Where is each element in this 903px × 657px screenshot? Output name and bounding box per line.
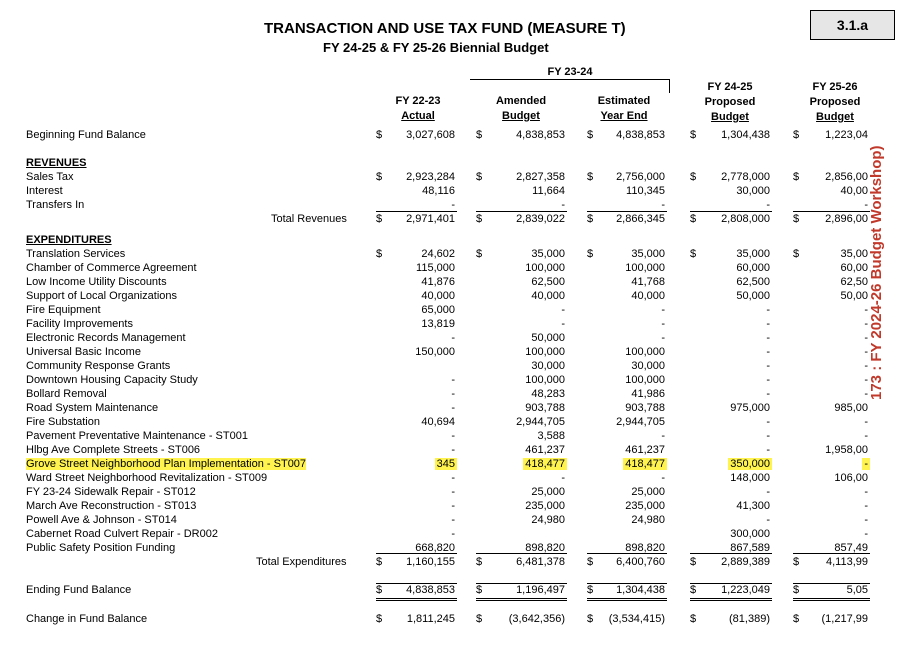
row-label: Fire Equipment: [26, 304, 101, 316]
dollar-sign: $: [690, 556, 697, 568]
value-cell: -: [561, 199, 565, 211]
row-label: Grove Street Neighborhood Plan Implementation - ST007: [26, 458, 307, 470]
value-cell: 345: [436, 458, 455, 470]
value-cell: 903,788: [625, 402, 665, 414]
value-cell: -: [661, 430, 665, 442]
dollar-sign: $: [690, 613, 697, 625]
row-label: Hlbg Ave Complete Streets - ST006: [26, 444, 201, 456]
value-cell: 2,971,401: [406, 213, 455, 225]
dollar-sign: $: [587, 584, 594, 596]
dollar-sign: $: [793, 556, 800, 568]
value-cell: 6,481,378: [516, 556, 565, 568]
row-label: Cabernet Road Culvert Repair - DR002: [26, 528, 218, 540]
row-label-change: Change in Fund Balance: [26, 613, 148, 625]
row-label-beginning: Beginning Fund Balance: [26, 129, 146, 141]
value-cell: 60,00: [840, 262, 868, 274]
subtotal-line: [587, 211, 667, 212]
value-cell: 100,000: [525, 346, 565, 358]
section-expenditures: EXPENDITURES: [26, 234, 112, 246]
value-cell: 48,283: [531, 388, 565, 400]
dollar-sign: $: [690, 248, 697, 260]
dollar-sign: $: [376, 556, 383, 568]
value-cell: -: [766, 374, 770, 386]
value-cell: -: [864, 346, 868, 358]
value-cell: 3,588: [537, 430, 565, 442]
row-label: Fire Substation: [26, 416, 100, 428]
value-cell: -: [864, 458, 868, 470]
dollar-sign: $: [587, 129, 594, 141]
col-header-fy2526: FY 25-26 Proposed Budget: [809, 81, 861, 123]
value-cell: -: [864, 332, 868, 344]
value-cell: 235,000: [525, 500, 565, 512]
row-label: Universal Basic Income: [26, 346, 141, 358]
value-cell: 975,000: [730, 402, 770, 414]
dollar-sign: $: [376, 248, 383, 260]
value-cell: -: [451, 514, 455, 526]
row-label: Community Response Grants: [26, 360, 171, 372]
value-cell: 40,694: [421, 416, 455, 428]
value-cell: -: [661, 304, 665, 316]
value-cell: 25,000: [631, 486, 665, 498]
value-cell: 898,820: [525, 542, 565, 554]
value-cell: 857,49: [834, 542, 868, 554]
value-cell: -: [451, 374, 455, 386]
double-underline: [476, 598, 567, 601]
value-cell: 40,00: [840, 185, 868, 197]
value-cell: -: [864, 360, 868, 372]
dollar-sign: $: [476, 613, 483, 625]
value-cell: 2,896,00: [825, 213, 868, 225]
page-subtitle: FY 24-25 & FY 25-26 Biennial Budget: [323, 40, 549, 55]
value-cell: 2,944,705: [516, 416, 565, 428]
value-cell: -: [561, 304, 565, 316]
value-cell: -: [561, 318, 565, 330]
subtotal-line: [376, 211, 457, 212]
value-cell: -: [766, 199, 770, 211]
value-cell: -: [766, 514, 770, 526]
row-label: Translation Services: [26, 248, 126, 260]
value-cell: -: [451, 486, 455, 498]
value-cell: 25,000: [531, 486, 565, 498]
value-cell: 867,589: [730, 542, 770, 554]
subtotal-line: [587, 553, 667, 554]
row-label: Facility Improvements: [26, 318, 133, 330]
row-label: Interest: [26, 185, 63, 197]
value-cell: 2,866,345: [616, 213, 665, 225]
value-cell: 1,196,497: [516, 584, 565, 596]
dollar-sign: $: [376, 171, 383, 183]
attachment-badge: 3.1.a: [810, 10, 895, 40]
value-cell: 62,500: [736, 276, 770, 288]
value-cell: 11,664: [532, 185, 565, 197]
value-cell: 41,986: [631, 388, 665, 400]
value-cell: 1,811,245: [406, 613, 455, 625]
row-label: Ward Street Neighborhood Revitalization - ST009: [26, 472, 268, 484]
row-label: Low Income Utility Discounts: [26, 276, 167, 288]
value-cell: (1,217,99: [821, 613, 868, 625]
value-cell: 903,788: [525, 402, 565, 414]
subtotal-line: [690, 553, 772, 554]
value-cell: -: [766, 416, 770, 428]
value-cell: 985,00: [834, 402, 868, 414]
value-cell: 62,50: [840, 276, 868, 288]
value-cell: 40,000: [421, 290, 455, 302]
value-cell: -: [451, 528, 455, 540]
group-header: FY 23-24: [547, 66, 593, 78]
value-cell: 1,160,155: [406, 556, 455, 568]
value-cell: -: [864, 416, 868, 428]
value-cell: 150,000: [415, 346, 455, 358]
value-cell: 13,819: [421, 318, 455, 330]
value-cell: 4,838,853: [616, 129, 665, 141]
row-label: Support of Local Organizations: [26, 290, 178, 302]
dollar-sign: $: [587, 613, 594, 625]
value-cell: -: [864, 388, 868, 400]
value-cell: -: [661, 332, 665, 344]
value-cell: 350,000: [730, 458, 770, 470]
value-cell: -: [451, 500, 455, 512]
value-cell: -: [766, 486, 770, 498]
subtotal-line: [690, 211, 772, 212]
value-cell: 418,477: [525, 458, 565, 470]
value-cell: (3,642,356): [508, 613, 565, 625]
value-cell: 4,838,853: [406, 584, 455, 596]
value-cell: 2,808,000: [721, 213, 770, 225]
value-cell: -: [561, 472, 565, 484]
dollar-sign: $: [376, 584, 383, 596]
row-label: Road System Maintenance: [26, 402, 159, 414]
value-cell: 2,889,389: [721, 556, 770, 568]
value-cell: -: [864, 318, 868, 330]
value-cell: 2,827,358: [516, 171, 565, 183]
value-cell: 461,237: [625, 444, 665, 456]
value-cell: 24,602: [421, 248, 455, 260]
value-cell: 898,820: [625, 542, 665, 554]
value-cell: -: [766, 318, 770, 330]
value-cell: 2,756,000: [616, 171, 665, 183]
value-cell: 65,000: [421, 304, 455, 316]
value-cell: 30,000: [631, 360, 665, 372]
value-cell: -: [766, 346, 770, 358]
value-cell: -: [864, 374, 868, 386]
row-label-total-revenues: Total Revenues: [271, 213, 347, 225]
value-cell: 100,000: [625, 374, 665, 386]
dollar-sign: $: [587, 171, 594, 183]
dollar-sign: $: [376, 129, 383, 141]
col-header-fy2425: FY 24-25 Proposed Budget: [704, 81, 756, 123]
dollar-sign: $: [476, 556, 483, 568]
double-underline: [793, 598, 870, 601]
subtotal-line: [476, 553, 567, 554]
value-cell: 5,05: [846, 584, 868, 596]
dollar-sign: $: [690, 584, 697, 596]
value-cell: 1,304,438: [616, 584, 665, 596]
value-cell: -: [766, 304, 770, 316]
value-cell: 41,768: [631, 276, 665, 288]
value-cell: -: [864, 514, 868, 526]
value-cell: 35,000: [531, 248, 565, 260]
value-cell: -: [864, 304, 868, 316]
value-cell: 24,980: [531, 514, 565, 526]
dollar-sign: $: [690, 213, 697, 225]
dollar-sign: $: [587, 248, 594, 260]
value-cell: 40,000: [531, 290, 565, 302]
section-revenues: REVENUES: [26, 157, 87, 169]
double-underline: [690, 598, 772, 601]
value-cell: -: [451, 199, 455, 211]
value-cell: 110,345: [626, 185, 665, 197]
value-cell: 1,223,049: [721, 584, 770, 596]
col-header-amended: Amended Budget: [495, 95, 547, 122]
dollar-sign: $: [476, 129, 483, 141]
value-cell: 30,000: [736, 185, 770, 197]
value-cell: 2,856,00: [825, 171, 868, 183]
value-cell: -: [451, 444, 455, 456]
value-cell: 24,980: [631, 514, 665, 526]
dollar-sign: $: [587, 556, 594, 568]
value-cell: -: [864, 199, 868, 211]
dollar-sign: $: [690, 171, 697, 183]
dollar-sign: $: [476, 584, 483, 596]
value-cell: -: [766, 332, 770, 344]
value-cell: 1,223,04: [825, 129, 868, 141]
row-label: Downtown Housing Capacity Study: [26, 374, 198, 386]
row-label-ending: Ending Fund Balance: [26, 584, 132, 596]
row-label: Powell Ave & Johnson - ST014: [26, 514, 177, 526]
value-cell: 1,958,00: [825, 444, 868, 456]
row-label: Pavement Preventative Maintenance - ST001: [26, 430, 248, 442]
value-cell: 2,839,022: [516, 213, 565, 225]
value-cell: 461,237: [525, 444, 565, 456]
value-cell: -: [661, 472, 665, 484]
value-cell: 35,000: [736, 248, 770, 260]
value-cell: 1,304,438: [721, 129, 770, 141]
side-margin-text: 173 : FY 2024-26 Budget Workshop): [868, 145, 885, 400]
value-cell: -: [661, 199, 665, 211]
value-cell: -: [451, 472, 455, 484]
value-cell: -: [451, 332, 455, 344]
value-cell: 2,778,000: [721, 171, 770, 183]
row-label: Bollard Removal: [26, 388, 107, 400]
value-cell: 6,400,760: [616, 556, 665, 568]
dollar-sign: $: [587, 213, 594, 225]
value-cell: 4,838,853: [516, 129, 565, 141]
value-cell: 41,876: [421, 276, 455, 288]
subtotal-line: [376, 553, 457, 554]
dollar-sign: $: [476, 248, 483, 260]
value-cell: -: [864, 430, 868, 442]
value-cell: (81,389): [729, 613, 770, 625]
dollar-sign: $: [793, 171, 800, 183]
value-cell: 50,000: [531, 332, 565, 344]
value-cell: -: [661, 318, 665, 330]
value-cell: -: [766, 360, 770, 372]
row-label: Sales Tax: [26, 171, 74, 183]
value-cell: 35,00: [840, 248, 868, 260]
subtotal-line: [793, 553, 870, 554]
double-underline: [376, 598, 457, 601]
dollar-sign: $: [476, 171, 483, 183]
value-cell: 100,000: [625, 346, 665, 358]
dollar-sign: $: [690, 129, 697, 141]
dollar-sign: $: [793, 584, 800, 596]
row-label: Transfers In: [26, 199, 85, 211]
value-cell: -: [451, 430, 455, 442]
value-cell: 41,300: [736, 500, 770, 512]
value-cell: 100,000: [525, 262, 565, 274]
value-cell: -: [451, 402, 455, 414]
dollar-sign: $: [376, 613, 383, 625]
value-cell: 50,00: [840, 290, 868, 302]
value-cell: 148,000: [730, 472, 770, 484]
dollar-sign: $: [793, 613, 800, 625]
dollar-sign: $: [793, 248, 800, 260]
value-cell: -: [766, 388, 770, 400]
value-cell: -: [864, 528, 868, 540]
value-cell: 2,944,705: [616, 416, 665, 428]
value-cell: 40,000: [631, 290, 665, 302]
value-cell: 30,000: [531, 360, 565, 372]
row-label: Chamber of Commerce Agreement: [26, 262, 197, 274]
value-cell: 106,00: [834, 472, 868, 484]
dollar-sign: $: [793, 213, 800, 225]
value-cell: 60,000: [736, 262, 770, 274]
value-cell: 35,000: [631, 248, 665, 260]
col-header-fy2223: FY 22-23 Actual: [395, 95, 441, 122]
dollar-sign: $: [376, 213, 383, 225]
value-cell: 2,923,284: [406, 171, 455, 183]
value-cell: 235,000: [625, 500, 665, 512]
dollar-sign: $: [793, 129, 800, 141]
value-cell: 115,000: [416, 262, 455, 274]
value-cell: 48,116: [422, 185, 455, 197]
row-label: March Ave Reconstruction - ST013: [26, 500, 197, 512]
row-label: Public Safety Position Funding: [26, 542, 176, 554]
value-cell: 3,027,608: [406, 129, 455, 141]
value-cell: 50,000: [736, 290, 770, 302]
value-cell: -: [864, 500, 868, 512]
value-cell: (3,534,415): [608, 613, 665, 625]
page-title: TRANSACTION AND USE TAX FUND (MEASURE T): [264, 20, 626, 37]
subtotal-line: [793, 211, 870, 212]
value-cell: 668,820: [415, 542, 455, 554]
value-cell: 4,113,99: [825, 556, 868, 568]
dollar-sign: $: [476, 213, 483, 225]
value-cell: -: [451, 388, 455, 400]
value-cell: -: [766, 430, 770, 442]
row-label: FY 23-24 Sidewalk Repair - ST012: [26, 486, 196, 498]
row-label: Electronic Records Management: [26, 332, 186, 344]
double-underline: [587, 598, 667, 601]
col-header-estimated: Estimated Year End: [597, 95, 651, 122]
value-cell: 62,500: [531, 276, 565, 288]
value-cell: 100,000: [525, 374, 565, 386]
subtotal-line: [476, 211, 567, 212]
value-cell: 418,477: [625, 458, 665, 470]
row-label-total-expenditures: Total Expenditures: [256, 556, 347, 568]
value-cell: -: [766, 444, 770, 456]
value-cell: 100,000: [625, 262, 665, 274]
value-cell: -: [864, 486, 868, 498]
value-cell: 300,000: [730, 528, 770, 540]
